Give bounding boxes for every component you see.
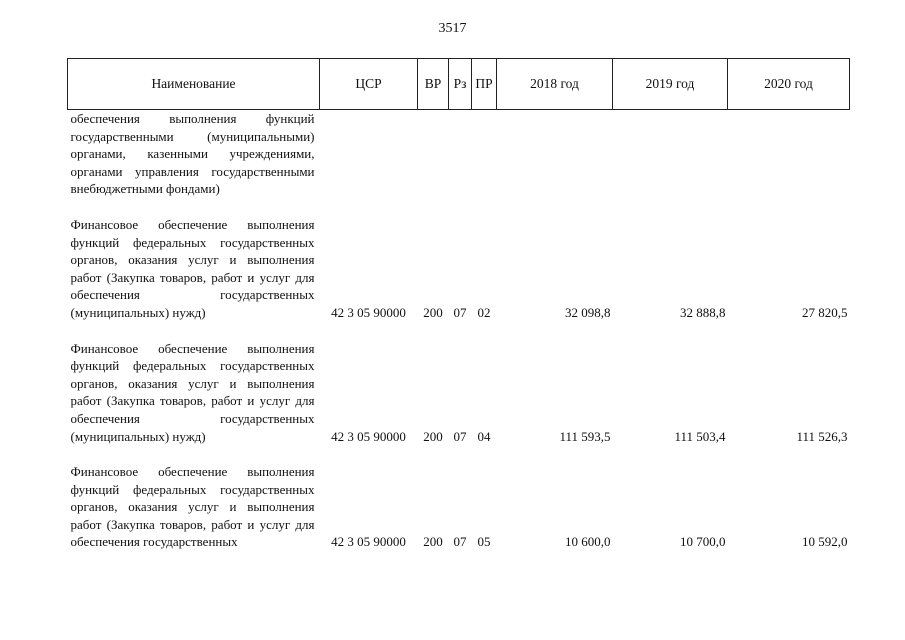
row-rz: 07 <box>453 534 467 550</box>
row-2018: 32 098,8 <box>565 304 611 320</box>
row-spacer <box>68 322 850 340</box>
row-2018: 111 593,5 <box>559 428 611 444</box>
row-spacer <box>68 198 850 216</box>
header-csr: ЦСР <box>320 59 418 110</box>
header-rz: Рз <box>449 59 472 110</box>
header-pr: ПР <box>472 59 497 110</box>
row-2020: 10 592,0 <box>802 534 848 550</box>
page-number: 3517 <box>438 21 467 36</box>
row-2019: 32 888,8 <box>680 304 726 320</box>
row-pr <box>472 110 497 198</box>
table-row <box>68 340 850 446</box>
row-name: обеспечения выполнения функций государственными (муниципальными) органами, казенными учреждениями, органами управления государственными внебюджетными фондами) <box>70 111 315 197</box>
row-csr: 42 3 05 90000 <box>331 534 406 550</box>
row-pr: 04 <box>477 428 491 444</box>
row-rz <box>449 110 472 198</box>
row-2019: 10 700,0 <box>680 534 726 550</box>
table-row <box>68 110 850 198</box>
row-2019: 111 503,4 <box>674 428 726 444</box>
header-2019: 2019 год <box>613 59 728 110</box>
row-name: Финансовое обеспечение выполнения функций федеральных государственных органов, оказания услуг и выполнения работ (Закупка товаров, работ и услуг для обеспечения государственных (муниципальных) нужд) <box>70 340 315 444</box>
row-vr: 200 <box>423 428 443 444</box>
table-row <box>68 216 850 322</box>
row-rz: 07 <box>453 428 467 444</box>
row-2020: 27 820,5 <box>802 304 848 320</box>
row-csr <box>320 110 418 198</box>
row-name: Финансовое обеспечение выполнения функций федеральных государственных органов, оказания услуг и выполнения работ (Закупка товаров, работ и услуг для обеспечения государственных <box>70 464 315 550</box>
row-vr <box>418 110 449 198</box>
row-name: Финансовое обеспечение выполнения функций федеральных государственных органов, оказания услуг и выполнения работ (Закупка товаров, работ и услуг для обеспечения государственных (муниципальных) нужд) <box>70 216 315 320</box>
row-2020: 111 526,3 <box>796 428 848 444</box>
row-rz: 07 <box>453 304 467 320</box>
row-2019 <box>613 110 728 198</box>
row-2020 <box>728 110 850 198</box>
table-row <box>68 463 850 551</box>
header-name: Наименование <box>68 59 320 110</box>
row-csr: 42 3 05 90000 <box>331 304 406 320</box>
header-2020: 2020 год <box>728 59 850 110</box>
header-2018: 2018 год <box>497 59 613 110</box>
row-csr: 42 3 05 90000 <box>331 428 406 444</box>
header-vr: ВР <box>418 59 449 110</box>
row-2018 <box>497 110 613 198</box>
row-spacer <box>68 445 850 463</box>
row-pr: 02 <box>477 304 491 320</box>
budget-table <box>67 58 850 551</box>
header-row <box>68 59 850 110</box>
row-vr: 200 <box>423 534 443 550</box>
row-pr: 05 <box>477 534 491 550</box>
row-2018: 10 600,0 <box>565 534 611 550</box>
row-vr: 200 <box>423 304 443 320</box>
